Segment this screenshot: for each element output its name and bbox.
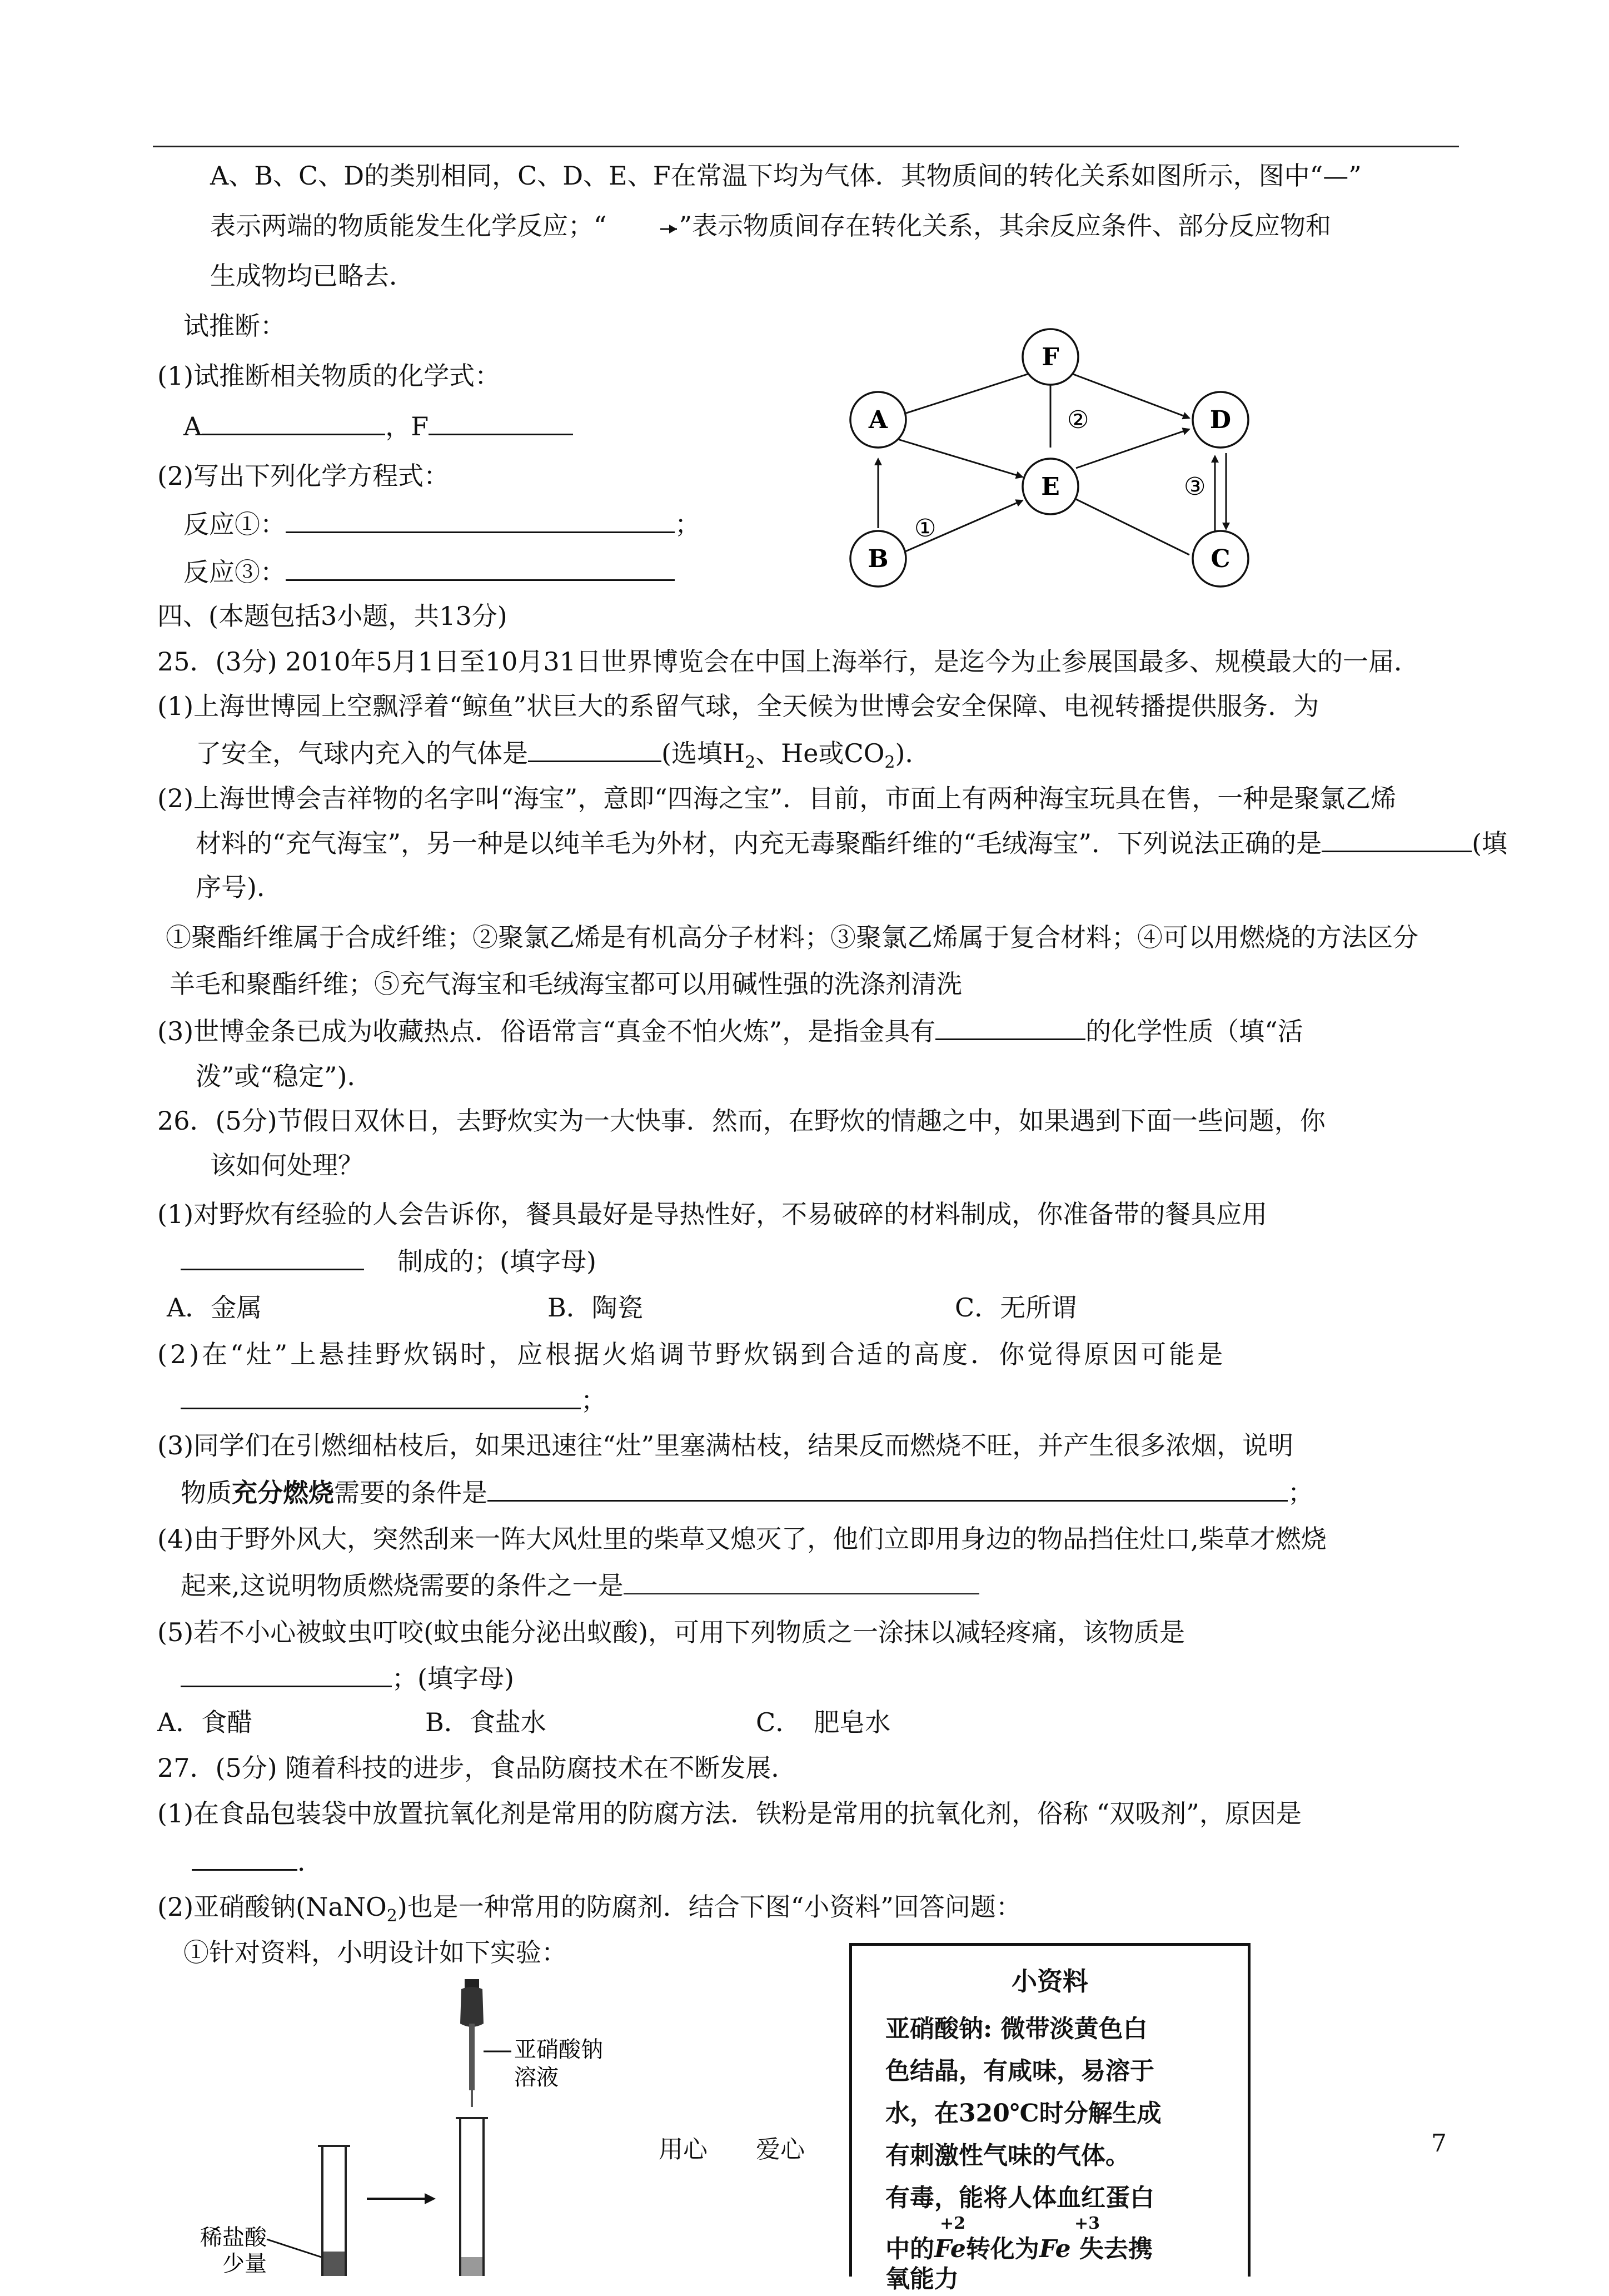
- intro-line-3: 生成物均已略去．: [210, 261, 415, 291]
- iron-symbol: Fe: [934, 2235, 966, 2263]
- q24-reaction-3: [183, 555, 675, 589]
- label-dilute-hcl: 稀盐酸: [200, 2225, 267, 2250]
- edge-e-c: [1076, 499, 1189, 555]
- experiment-apparatus: [200, 1979, 700, 2276]
- answer-blank-burning-condition[interactable]: [624, 1569, 979, 1594]
- info-line-6: [885, 2233, 1153, 2266]
- answer-blank-property[interactable]: [935, 1014, 1085, 1040]
- info-line-6-mid: 转化为: [965, 2235, 1039, 2263]
- node-d: [1193, 392, 1248, 448]
- q26-option5-a: A．食醋: [157, 1707, 253, 1737]
- label-solution: 溶液: [514, 2065, 559, 2090]
- q27-part1-b: [192, 1845, 323, 1878]
- reaction-1-end: ；: [675, 509, 700, 539]
- dropper-icon: [460, 1979, 484, 2107]
- q27-part2-pre: (2)亚硝酸钠(NaNO: [157, 1892, 387, 1922]
- q24-label-f: ，F: [385, 411, 429, 441]
- q24-reaction-1: [183, 507, 700, 541]
- label-leader: [267, 2239, 321, 2257]
- arrow-icon: [607, 218, 679, 240]
- node-c: [1193, 531, 1248, 587]
- q26-part4-a: (4)由于野外风大，突然刮来一阵大风灶里的柴草又熄灭了，他们立即用身边的物品挡住灶口,柴草才燃烧: [157, 1524, 1327, 1554]
- q26-heading-1: 26．(5分)节假日双休日，去野炊实为一大快事．然而，在野炊的情趣之中，如果遇到下面一些问题，你: [157, 1106, 1326, 1136]
- q25-part3-a: [157, 1014, 1303, 1048]
- answer-blank-combustion-condition[interactable]: [487, 1475, 1288, 1502]
- q26-part5-a: (5)若不小心被蚊虫叮咬(蚊虫能分泌出蚁酸)，可用下列物质之一涂抹以减轻疼痛，该物质是: [157, 1617, 1185, 1647]
- q25-part2-text: 材料的“充气海宝”，另一种是以纯羊毛为外材，内充无毒聚酯纤维的“毛绒海宝”．下列说法正确的是: [196, 828, 1322, 858]
- q26-part3-bold: 充分燃烧: [232, 1478, 334, 1508]
- q26-part2-a: (2)在“灶”上悬挂野炊锅时，应根据火焰调节野炊锅到合适的高度．你觉得原因可能是: [157, 1339, 1226, 1369]
- answer-blank-options[interactable]: [1322, 826, 1472, 852]
- info-line-6-end: 失去携: [1070, 2235, 1153, 2263]
- q24-label-a: A: [183, 411, 202, 441]
- section-four-heading: 四、(本题包括3小题，共13分): [157, 601, 507, 631]
- q25-part2-a: (2)上海世博会吉祥物的名字叫“海宝”，意即“四海之宝”．目前，市面上有两种海宝玩具在售，一种是聚氯乙烯: [157, 783, 1397, 813]
- intro-line-2b: ”表示物质间存在转化关系，其余反应条件、部分反应物和: [679, 211, 1332, 241]
- node-f: [1023, 329, 1078, 385]
- q25-choice-end: )．: [895, 738, 931, 768]
- q26-part5-text: ；(填字母): [392, 1663, 514, 1693]
- subscript: 2: [386, 1906, 397, 1926]
- intro-line-2a: 表示两端的物质能发生化学反应；“: [210, 211, 607, 241]
- test-tube-right: [456, 2118, 488, 2276]
- footer-mid: 爱心: [756, 2135, 805, 2164]
- test-tube-left: [318, 2146, 350, 2276]
- q26-option-a: A．金属: [167, 1293, 262, 1323]
- answer-blank-f[interactable]: [429, 409, 573, 435]
- header-rule: [153, 146, 1459, 147]
- q26-part2-end: ；: [581, 1385, 606, 1415]
- label-reaction-1: ①: [914, 514, 936, 543]
- svg-text:D: D: [1209, 406, 1232, 434]
- edge-a-e: [898, 439, 1023, 477]
- info-line-3: 水，在320℃时分解生成: [885, 2099, 1162, 2128]
- intro-line-4: 试推断：: [183, 311, 286, 341]
- q26-part4-text: 起来,这说明物质燃烧需要的条件之一是: [181, 1571, 624, 1601]
- q27-part2-end: )也是一种常用的防腐剂．结合下图“小资料”回答问题：: [397, 1892, 1022, 1922]
- reaction-3-label: 反应③：: [183, 557, 286, 587]
- answer-blank-double-absorbent[interactable]: [192, 1845, 297, 1871]
- q25-part3-b: 泼”或“稳定”)．: [196, 1061, 373, 1091]
- oxidation-state-2: +2: [940, 2214, 966, 2233]
- node-b: [850, 531, 906, 587]
- q26-option5-b: B．食盐水: [425, 1707, 546, 1737]
- oxidation-state-3: +3: [1074, 2214, 1100, 2233]
- q26-part3-end: ；: [1288, 1478, 1313, 1508]
- svg-text:F: F: [1042, 343, 1059, 371]
- q25-heading: 25．(3分) 2010年5月1日至10月31日世界博览会在中国上海举行，是迄今为止参展国最多、规模最大的一届．: [157, 647, 1419, 677]
- info-box: [849, 1943, 1251, 2293]
- node-a: [850, 392, 906, 448]
- info-line-7: 氧能力: [885, 2265, 959, 2293]
- edge-e-d: [1076, 429, 1189, 468]
- q25-part2-c: 序号)．: [196, 872, 282, 902]
- reaction-1-label: 反应①：: [183, 509, 286, 539]
- q26-part1-a: (1)对野炊有经验的人会告诉你，餐具最好是导热性好，不易破碎的材料制成，你准备带的餐具应用: [157, 1199, 1268, 1229]
- node-e: [1023, 459, 1078, 514]
- info-line-4: 有刺激性气味的气体。: [885, 2141, 1130, 2170]
- answer-blank-utensil[interactable]: [181, 1244, 364, 1270]
- q25-choice-mid: 、He或CO: [755, 738, 885, 768]
- answer-blank-reaction-1[interactable]: [286, 507, 675, 533]
- svg-text:C: C: [1211, 545, 1231, 573]
- q26-option5-c: C． 肥皂水: [756, 1707, 891, 1737]
- q26-part1-b: [181, 1244, 596, 1278]
- q26-heading-2: 该如何处理？: [210, 1150, 363, 1180]
- q27-part1-end: ．: [297, 1847, 323, 1877]
- q25-part1-a: (1)上海世博园上空飘浮着“鲸鱼”状巨大的系留气球，全天候为世博会安全保障、电视转播提供服务．为: [157, 691, 1319, 721]
- q26-part4-b: [181, 1569, 979, 1602]
- label-sodium-nitrite: 亚硝酸钠: [514, 2037, 603, 2063]
- intro-line-2: [210, 209, 1331, 242]
- info-line-6-pre: 中的: [885, 2235, 934, 2263]
- q26-option-c: C．无所谓: [955, 1293, 1077, 1323]
- info-line-1: 亚硝酸钠: 微带淡黄色白: [885, 2015, 1148, 2043]
- q27-part2: [157, 1890, 1022, 1933]
- answer-blank-height-reason[interactable]: [181, 1383, 581, 1409]
- label-small-amount: 少量: [222, 2251, 267, 2276]
- q25-choice-text: (选填H: [661, 738, 745, 768]
- q26-part5-b: [181, 1661, 514, 1695]
- q27-part1-a: (1)在食品包装袋中放置抗氧化剂是常用的防腐方法．铁粉是常用的抗氧化剂，俗称 “双吸剂”，原因是: [157, 1798, 1302, 1828]
- q26-part3-a: (3)同学们在引燃细枯枝后，如果迅速往“灶”里塞满枯枝，结果反而燃烧不旺，并产生很多浓烟，说明: [157, 1430, 1294, 1460]
- q25-part1-text: 了安全，气球内充入的气体是: [196, 738, 528, 768]
- edge-f-a: [898, 374, 1029, 416]
- intro-line-1: A、B、C、D的类别相同，C、D、E、F在常温下均为气体．其物质间的转化关系如图所示，图中“—”: [210, 161, 1362, 191]
- q24-part1: (1)试推断相关物质的化学式：: [157, 361, 501, 391]
- q26-part3-b: [181, 1475, 1313, 1509]
- conversion-diagram: [800, 322, 1301, 612]
- edge-f-d: [1072, 374, 1189, 418]
- q26-part3-pre: 物质: [181, 1478, 232, 1508]
- answer-blank-gas[interactable]: [528, 736, 661, 762]
- q26-option-b: B．陶瓷: [547, 1293, 643, 1323]
- q25-part2-b: [196, 826, 1507, 860]
- svg-text:A: A: [868, 406, 888, 434]
- answer-blank-remedy[interactable]: [181, 1661, 392, 1687]
- label-reaction-3: ③: [1184, 473, 1206, 501]
- info-line-5: 有毒，能将人体血红蛋白: [885, 2184, 1154, 2212]
- q25-part2-end: (填: [1472, 828, 1508, 858]
- info-box-title: 小资料: [1012, 1966, 1088, 1996]
- iron-symbol: Fe: [1039, 2235, 1071, 2263]
- q25-part3-end: 的化学性质（填“活: [1085, 1016, 1303, 1046]
- q27-heading: 27．(5分) 随着科技的进步，食品防腐技术在不断发展．: [157, 1753, 797, 1783]
- q25-options-1: ①聚酯纤维属于合成纤维；②聚氯乙烯是有机高分子材料；③聚氯乙烯属于复合材料；④可以用燃烧的方法区分: [166, 922, 1418, 952]
- subscript: 2: [745, 753, 756, 773]
- q25-part3-text: (3)世博金条已成为收藏热点．俗语常言“真金不怕火炼”，是指金具有: [157, 1016, 936, 1046]
- q26-part1-text: 制成的；(填字母): [397, 1246, 596, 1276]
- q24-part1-answers: [183, 409, 573, 443]
- answer-blank-a[interactable]: [202, 409, 385, 435]
- label-reaction-2: ②: [1067, 406, 1089, 434]
- svg-text:B: B: [868, 545, 889, 573]
- q26-part2-b: [181, 1383, 606, 1417]
- q25-part1-b: [196, 736, 930, 779]
- footer-left: 用心: [659, 2135, 708, 2164]
- svg-text:E: E: [1041, 473, 1060, 501]
- subscript: 2: [884, 753, 895, 773]
- page-number: 7: [1431, 2129, 1447, 2158]
- q24-part2: (2)写出下列化学方程式：: [157, 461, 450, 491]
- q27-part3: ①针对资料，小明设计如下实验：: [183, 1937, 567, 1967]
- q25-options-2: 羊毛和聚酯纤维；⑤充气海宝和毛绒海宝都可以用碱性强的洗涤剂清洗: [170, 969, 962, 999]
- info-line-2: 色结晶，有咸味，易溶于: [885, 2057, 1154, 2085]
- answer-blank-reaction-3[interactable]: [286, 555, 675, 581]
- q26-part3-mid: 需要的条件是: [334, 1478, 487, 1508]
